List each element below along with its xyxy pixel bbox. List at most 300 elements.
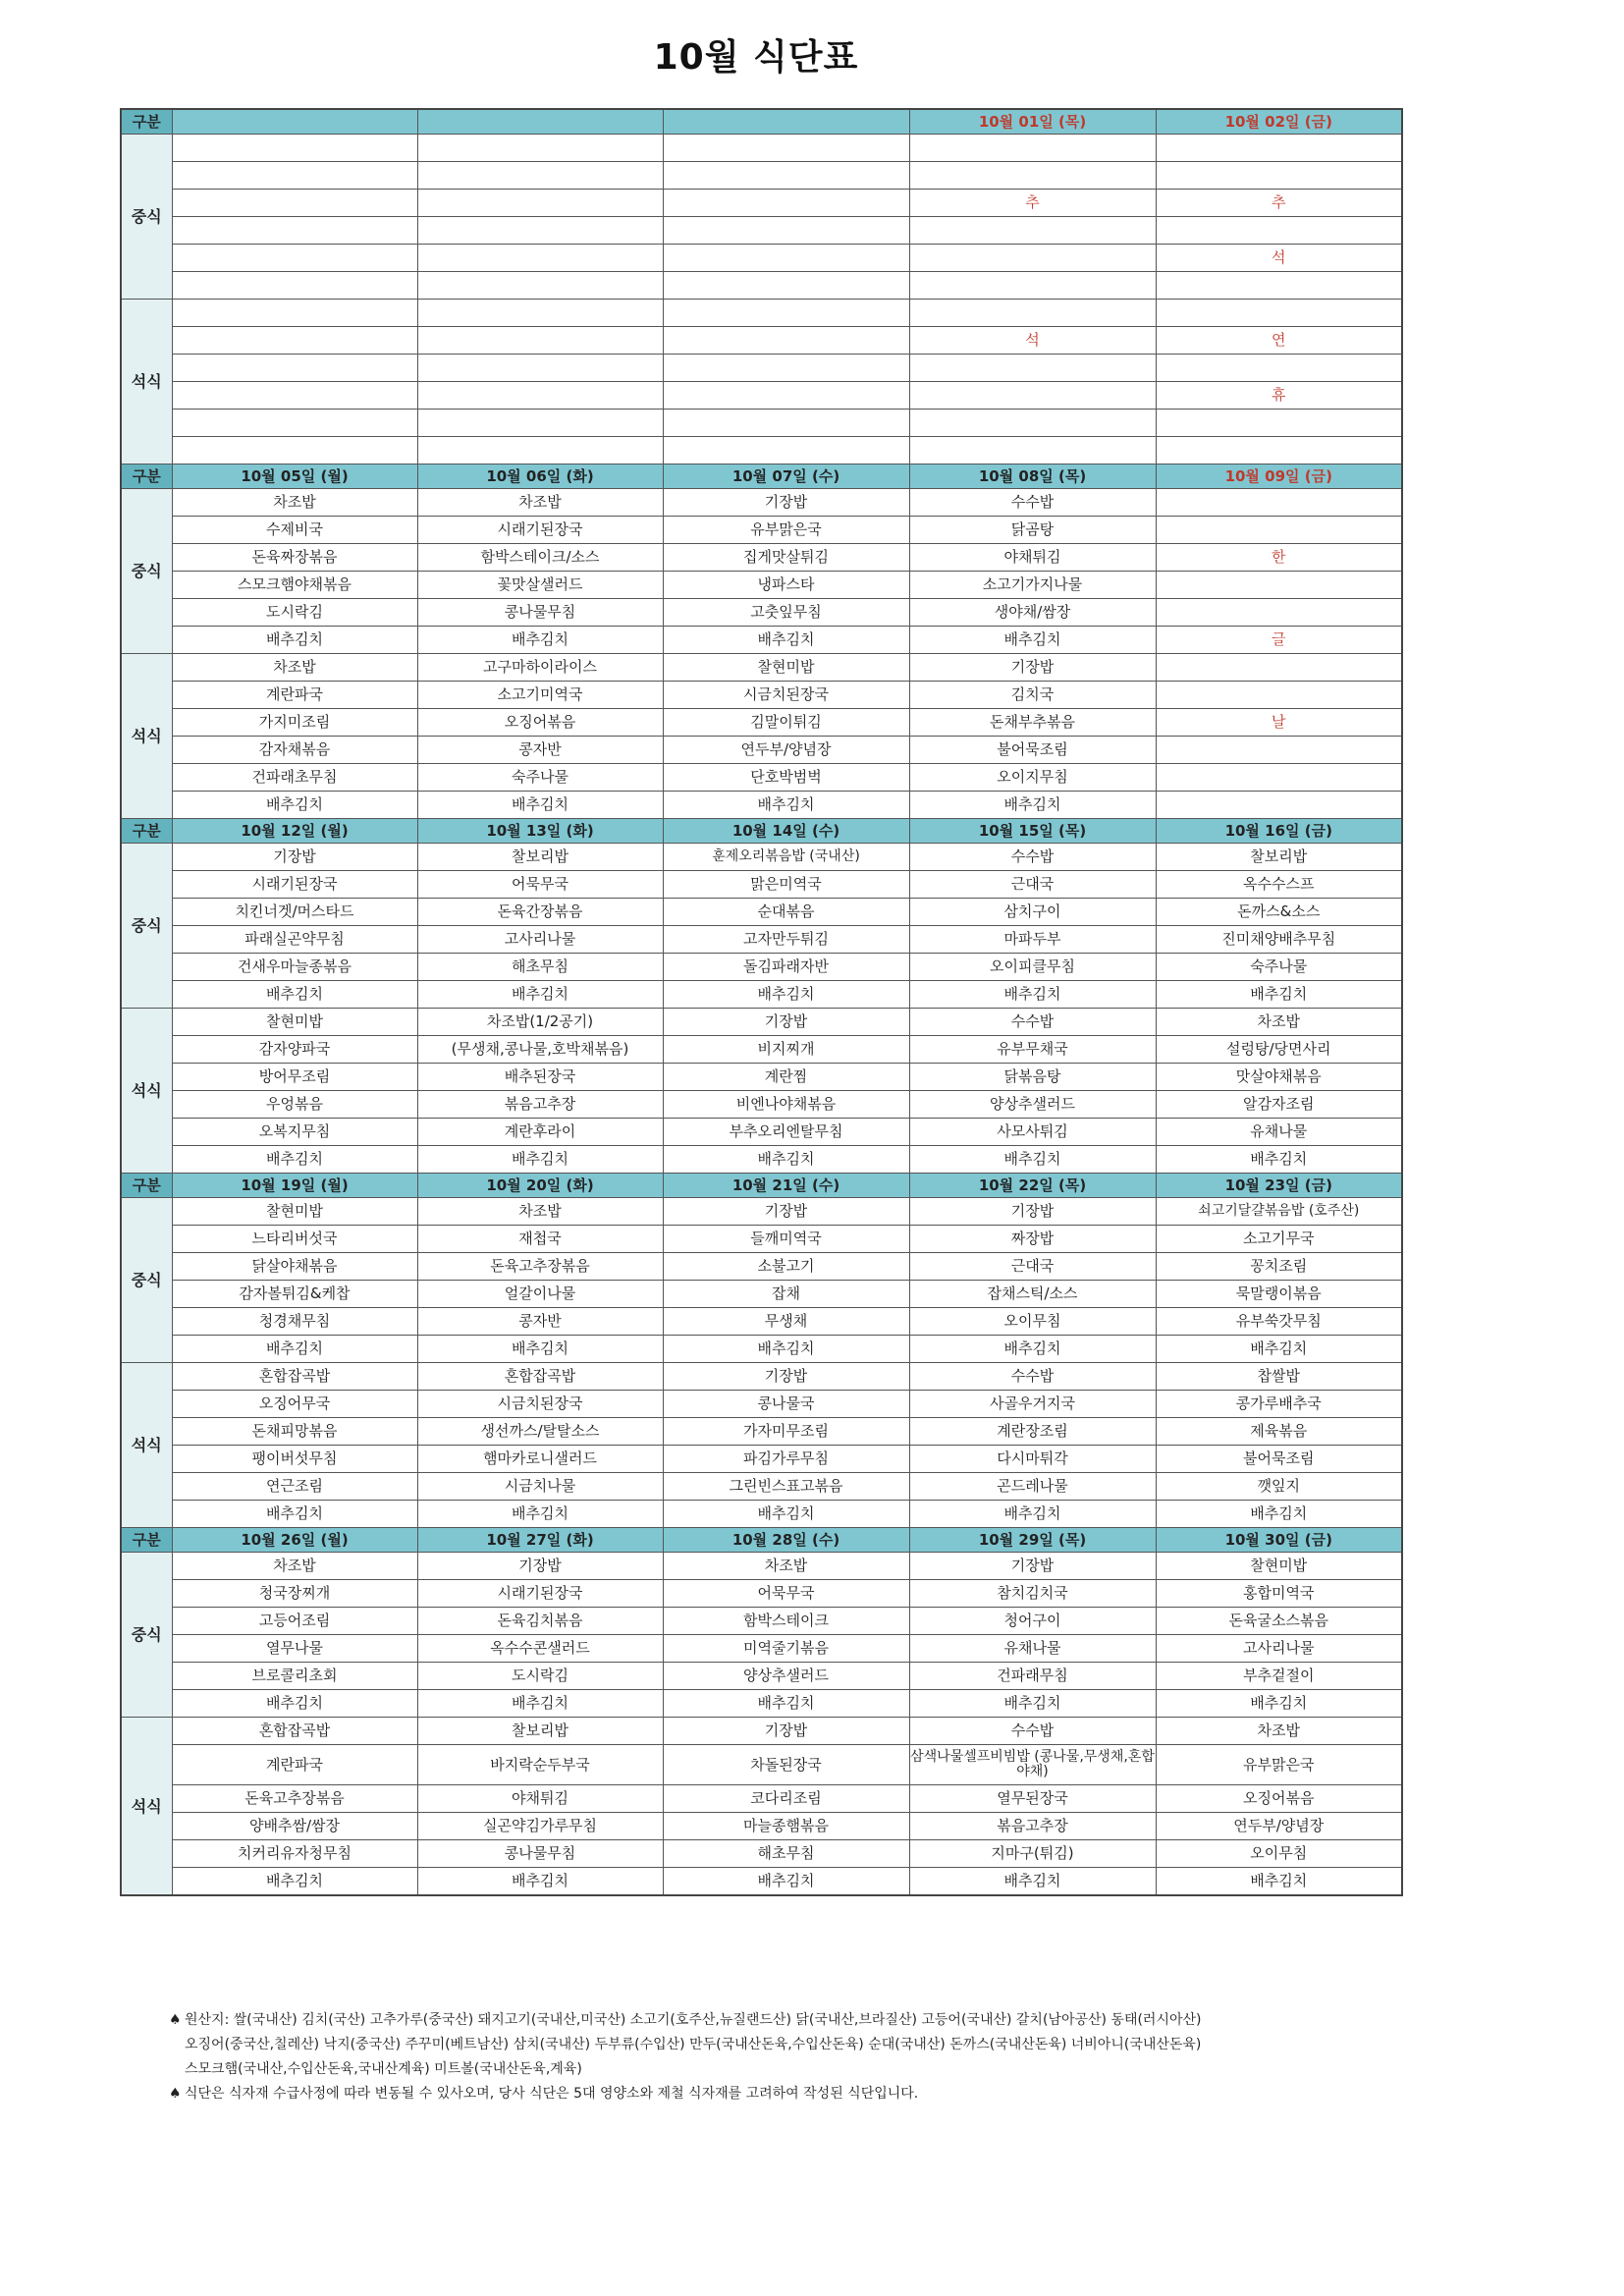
menu-cell: 기장밥 — [417, 1553, 663, 1580]
menu-row — [121, 1146, 1402, 1174]
menu-cell: 건새우마늘종볶음 — [172, 954, 417, 981]
day-header — [172, 109, 417, 135]
menu-cell — [909, 437, 1156, 465]
menu-cell — [1156, 162, 1402, 190]
menu-cell: 찰보리밥 — [417, 844, 663, 871]
menu-cell — [1156, 217, 1402, 245]
menu-cell: 진미채양배추무침 — [1156, 926, 1402, 954]
menu-cell: 옥수수스프 — [1156, 871, 1402, 899]
menu-cell: 배추김치 — [663, 627, 909, 654]
menu-cell: 차조밥 — [172, 654, 417, 682]
menu-cell: 한 — [1156, 544, 1402, 572]
menu-cell: 감자볼튀김&케찹 — [172, 1281, 417, 1308]
day-header: 10월 14일 (수) — [663, 819, 909, 844]
menu-cell: 옥수수콘샐러드 — [417, 1635, 663, 1663]
menu-cell: 시금치나물 — [417, 1473, 663, 1501]
menu-cell — [417, 410, 663, 437]
menu-row — [121, 1281, 1402, 1308]
origin-note-1: ♠ 원산지: 쌀(국내산) 김치(국산) 고추가루(중국산) 돼지고기(국내산,미국산) 소고기(호주산,뉴질랜드산) 닭(국내산,브라질산) 고등어(국내산) 갈치(남아공산) 동태(러시아산) — [169, 2008, 1396, 2033]
day-header: 10월 06일 (화) — [417, 465, 663, 489]
menu-row — [121, 871, 1402, 899]
menu-cell — [417, 437, 663, 465]
menu-cell: 도시락김 — [172, 599, 417, 627]
menu-cell — [172, 245, 417, 272]
menu-cell: 청국장찌개 — [172, 1580, 417, 1608]
week-header-row — [121, 1528, 1402, 1553]
menu-cell: 깻잎지 — [1156, 1473, 1402, 1501]
menu-cell: 곤드레나물 — [909, 1473, 1156, 1501]
menu-cell — [663, 355, 909, 382]
menu-cell: 방어무조림 — [172, 1064, 417, 1091]
menu-cell: 기장밥 — [909, 1553, 1156, 1580]
menu-cell: 시래기된장국 — [417, 1580, 663, 1608]
menu-cell: 불어묵조림 — [909, 737, 1156, 764]
menu-cell: 돈육고추장볶음 — [172, 1785, 417, 1813]
day-header: 10월 26일 (월) — [172, 1528, 417, 1553]
origin-note-2: 오징어(중국산,칠레산) 낙지(중국산) 주꾸미(베트남산) 삼치(국내산) 두부류(수입산) 만두(국내산돈육,수입산돈육) 순대(국내산) 돈까스(국내산돈육) 너비아니(국내산돈육) — [185, 2037, 1202, 2052]
menu-cell: 시금치된장국 — [417, 1391, 663, 1418]
menu-cell: 찰보리밥 — [417, 1718, 663, 1745]
menu-cell: 부추오리엔탈무침 — [663, 1119, 909, 1146]
menu-cell: 배추김치 — [663, 1501, 909, 1528]
menu-row — [121, 1840, 1402, 1868]
menu-cell: 닭볶음탕 — [909, 1064, 1156, 1091]
menu-cell: 배추김치 — [909, 1690, 1156, 1718]
menu-row — [121, 1501, 1402, 1528]
menu-row — [121, 926, 1402, 954]
menu-row — [121, 1608, 1402, 1635]
menu-cell — [663, 162, 909, 190]
menu-cell — [172, 217, 417, 245]
menu-cell: 배추김치 — [909, 1336, 1156, 1363]
menu-cell: 차조밥 — [1156, 1718, 1402, 1745]
menu-cell: 해초무침 — [663, 1840, 909, 1868]
menu-cell: 삼색나물셀프비빔밥 (콩나물,무생채,혼합야채) — [909, 1745, 1156, 1785]
menu-cell — [172, 355, 417, 382]
menu-cell: 수수밥 — [909, 844, 1156, 871]
gubun-label: 구분 — [121, 109, 172, 135]
menu-cell: 햄마카로니샐러드 — [417, 1446, 663, 1473]
menu-cell: 소불고기 — [663, 1253, 909, 1281]
menu-cell — [1156, 737, 1402, 764]
menu-cell: 배추김치 — [417, 1868, 663, 1896]
menu-cell: 무생채 — [663, 1308, 909, 1336]
lunch-label: 중식 — [121, 135, 172, 300]
week-header-row — [121, 819, 1402, 844]
day-header — [663, 109, 909, 135]
menu-cell: 스모크햄야채볶음 — [172, 572, 417, 599]
menu-cell: 오이지무침 — [909, 764, 1156, 792]
menu-cell: 얼갈이나물 — [417, 1281, 663, 1308]
origin-note-3: 스모크햄(국내산,수입산돈육,국내산계육) 미트볼(국내산돈육,계육) — [185, 2061, 582, 2077]
menu-cell: 고사리나물 — [417, 926, 663, 954]
menu-cell: 볶음고추장 — [909, 1813, 1156, 1840]
spade-icon: ♠ — [169, 2012, 182, 2028]
menu-cell: 수제비국 — [172, 517, 417, 544]
week-header-row — [121, 1174, 1402, 1198]
menu-cell: 수수밥 — [909, 489, 1156, 517]
menu-cell: 수수밥 — [909, 1009, 1156, 1036]
menu-cell: 배추김치 — [417, 1146, 663, 1174]
menu-cell: 돈육굴소스볶음 — [1156, 1608, 1402, 1635]
menu-cell: 배추된장국 — [417, 1064, 663, 1091]
menu-cell: 연 — [1156, 327, 1402, 355]
menu-cell: 함박스테이크 — [663, 1608, 909, 1635]
menu-cell: 차조밥 — [417, 489, 663, 517]
menu-cell: 설렁탕/당면사리 — [1156, 1036, 1402, 1064]
menu-cell — [1156, 489, 1402, 517]
day-header: 10월 23일 (금) — [1156, 1174, 1402, 1198]
menu-cell: 배추김치 — [172, 1690, 417, 1718]
menu-cell — [172, 410, 417, 437]
day-header: 10월 15일 (목) — [909, 819, 1156, 844]
day-header: 10월 09일 (금) — [1156, 465, 1402, 489]
menu-cell — [663, 437, 909, 465]
day-header: 10월 08일 (목) — [909, 465, 1156, 489]
menu-cell — [417, 382, 663, 410]
menu-cell: 오징어볶음 — [1156, 1785, 1402, 1813]
menu-cell: 닭살야채볶음 — [172, 1253, 417, 1281]
notes — [169, 2008, 1396, 2106]
menu-row — [121, 1091, 1402, 1119]
menu-row — [121, 355, 1402, 382]
menu-row — [121, 682, 1402, 709]
menu-cell: 시금치된장국 — [663, 682, 909, 709]
menu-cell — [909, 245, 1156, 272]
menu-cell — [909, 382, 1156, 410]
dinner-label: 석식 — [121, 1363, 172, 1528]
menu-cell: 기장밥 — [663, 1198, 909, 1226]
menu-cell: 느타리버섯국 — [172, 1226, 417, 1253]
menu-row — [121, 1308, 1402, 1336]
menu-cell: 가자미무조림 — [663, 1418, 909, 1446]
menu-cell: 계란찜 — [663, 1064, 909, 1091]
menu-cell: 야채튀김 — [417, 1785, 663, 1813]
menu-cell: 찰현미밥 — [663, 654, 909, 682]
menu-cell: 미역줄기볶음 — [663, 1635, 909, 1663]
menu-cell: 배추김치 — [909, 1501, 1156, 1528]
menu-cell — [909, 217, 1156, 245]
menu-cell: 차조밥 — [1156, 1009, 1402, 1036]
menu-cell: 콩자반 — [417, 737, 663, 764]
menu-cell: 연근조림 — [172, 1473, 417, 1501]
day-header: 10월 13일 (화) — [417, 819, 663, 844]
menu-cell: 시래기된장국 — [172, 871, 417, 899]
menu-cell: 추 — [909, 190, 1156, 217]
day-header: 10월 05일 (월) — [172, 465, 417, 489]
menu-cell: 배추김치 — [417, 792, 663, 819]
lunch-label: 중식 — [121, 844, 172, 1009]
menu-cell: 배추김치 — [663, 981, 909, 1009]
menu-row — [121, 844, 1402, 871]
menu-cell — [172, 135, 417, 162]
menu-row — [121, 1690, 1402, 1718]
menu-cell — [172, 437, 417, 465]
menu-cell: 해초무침 — [417, 954, 663, 981]
menu-row — [121, 300, 1402, 327]
menu-cell: 제육볶음 — [1156, 1418, 1402, 1446]
menu-cell: 배추김치 — [417, 1501, 663, 1528]
menu-cell — [1156, 355, 1402, 382]
menu-row — [121, 792, 1402, 819]
menu-cell: 찰현미밥 — [1156, 1553, 1402, 1580]
menu-table — [120, 108, 1403, 1896]
menu-cell: 기장밥 — [909, 1198, 1156, 1226]
menu-cell — [1156, 437, 1402, 465]
menu-row — [121, 272, 1402, 300]
menu-row — [121, 981, 1402, 1009]
menu-cell: 실곤약김가루무침 — [417, 1813, 663, 1840]
menu-cell: 짜장밥 — [909, 1226, 1156, 1253]
menu-cell: 배추김치 — [172, 1146, 417, 1174]
menu-cell: 사모사튀김 — [909, 1119, 1156, 1146]
menu-cell: 돈육짜장볶음 — [172, 544, 417, 572]
menu-cell: 야채튀김 — [909, 544, 1156, 572]
menu-cell: 순대볶음 — [663, 899, 909, 926]
gubun-label: 구분 — [121, 819, 172, 844]
menu-cell — [663, 272, 909, 300]
day-header: 10월 22일 (목) — [909, 1174, 1156, 1198]
menu-cell: 알감자조림 — [1156, 1091, 1402, 1119]
lunch-label: 중식 — [121, 1553, 172, 1718]
menu-row — [121, 1663, 1402, 1690]
menu-row — [121, 654, 1402, 682]
menu-cell: 냉파스타 — [663, 572, 909, 599]
menu-cell: 배추김치 — [663, 1146, 909, 1174]
dinner-label: 석식 — [121, 1718, 172, 1896]
menu-row — [121, 1253, 1402, 1281]
menu-row — [121, 489, 1402, 517]
menu-cell: 잡채스틱/소스 — [909, 1281, 1156, 1308]
menu-row — [121, 599, 1402, 627]
menu-row — [121, 544, 1402, 572]
menu-cell — [909, 410, 1156, 437]
menu-cell: 차조밥 — [172, 1553, 417, 1580]
menu-row — [121, 1553, 1402, 1580]
menu-cell: 청경채무침 — [172, 1308, 417, 1336]
menu-cell: 시래기된장국 — [417, 517, 663, 544]
menu-cell: 배추김치 — [663, 1690, 909, 1718]
dinner-label: 석식 — [121, 1009, 172, 1174]
gubun-label: 구분 — [121, 465, 172, 489]
menu-cell: 묵말랭이볶음 — [1156, 1281, 1402, 1308]
day-header: 10월 21일 (수) — [663, 1174, 909, 1198]
menu-cell: 유채나물 — [909, 1635, 1156, 1663]
menu-cell — [663, 382, 909, 410]
menu-cell — [1156, 300, 1402, 327]
menu-cell: 돌김파래자반 — [663, 954, 909, 981]
menu-row — [121, 709, 1402, 737]
menu-cell: 고사리나물 — [1156, 1635, 1402, 1663]
menu-cell: 콩나물무침 — [417, 599, 663, 627]
day-header: 10월 20일 (화) — [417, 1174, 663, 1198]
menu-cell: 차돌된장국 — [663, 1745, 909, 1785]
menu-row — [121, 245, 1402, 272]
menu-cell: 파래실곤약무침 — [172, 926, 417, 954]
menu-cell: 배추김치 — [417, 627, 663, 654]
menu-row — [121, 1226, 1402, 1253]
week-header-row — [121, 109, 1402, 135]
menu-cell — [1156, 272, 1402, 300]
menu-cell: 기장밥 — [663, 1718, 909, 1745]
menu-cell: 날 — [1156, 709, 1402, 737]
day-header: 10월 07일 (수) — [663, 465, 909, 489]
menu-row — [121, 1336, 1402, 1363]
menu-cell: 맛살야채볶음 — [1156, 1064, 1402, 1091]
menu-cell: 차조밥 — [663, 1553, 909, 1580]
menu-row — [121, 1391, 1402, 1418]
menu-cell: 생선까스/탈탈소스 — [417, 1418, 663, 1446]
page-title: 10월 식단표 — [653, 37, 859, 78]
menu-cell: 석 — [1156, 245, 1402, 272]
dinner-label: 석식 — [121, 300, 172, 465]
menu-cell: 오이피클무침 — [909, 954, 1156, 981]
menu-cell: 홍합미역국 — [1156, 1580, 1402, 1608]
menu-cell — [663, 135, 909, 162]
menu-row — [121, 1785, 1402, 1813]
menu-row — [121, 162, 1402, 190]
menu-row — [121, 572, 1402, 599]
menu-cell: 배추김치 — [417, 1690, 663, 1718]
menu-cell: 치커리유자청무침 — [172, 1840, 417, 1868]
menu-cell — [663, 327, 909, 355]
menu-notice: ♠ 식단은 식자재 수급사정에 따라 변동될 수 있사오며, 당사 식단은 5대 영양소와 제철 식자재를 고려하여 작성된 식단입니다. — [169, 2082, 1396, 2106]
menu-cell: 집게맛살튀김 — [663, 544, 909, 572]
menu-cell: 배추김치 — [172, 1336, 417, 1363]
menu-cell — [417, 245, 663, 272]
menu-cell — [1156, 764, 1402, 792]
menu-cell: 글 — [1156, 627, 1402, 654]
menu-cell: 돈육김치볶음 — [417, 1608, 663, 1635]
menu-cell: 배추김치 — [1156, 1501, 1402, 1528]
menu-cell: 돈육간장볶음 — [417, 899, 663, 926]
menu-cell: 콩가루배추국 — [1156, 1391, 1402, 1418]
menu-cell: 기장밥 — [663, 1363, 909, 1391]
menu-cell — [417, 135, 663, 162]
menu-cell: 삼치구이 — [909, 899, 1156, 926]
menu-cell: 훈제오리볶음밥 (국내산) — [663, 844, 909, 871]
menu-row — [121, 1580, 1402, 1608]
menu-cell — [417, 217, 663, 245]
menu-cell — [1156, 135, 1402, 162]
menu-cell: 배추김치 — [417, 1336, 663, 1363]
menu-cell: 배추김치 — [909, 627, 1156, 654]
menu-cell: 함박스테이크/소스 — [417, 544, 663, 572]
menu-cell: 지마구(튀김) — [909, 1840, 1156, 1868]
menu-cell: 재첩국 — [417, 1226, 663, 1253]
menu-row — [121, 1718, 1402, 1745]
menu-cell: 열무나물 — [172, 1635, 417, 1663]
menu-cell: 배추김치 — [172, 627, 417, 654]
menu-cell: 혼합잡곡밥 — [172, 1718, 417, 1745]
menu-cell: 배추김치 — [663, 1336, 909, 1363]
menu-row — [121, 327, 1402, 355]
menu-cell: 오복지무침 — [172, 1119, 417, 1146]
menu-cell — [417, 162, 663, 190]
menu-cell: 마늘종햄볶음 — [663, 1813, 909, 1840]
menu-row — [121, 1009, 1402, 1036]
day-header: 10월 27일 (화) — [417, 1528, 663, 1553]
menu-cell — [172, 300, 417, 327]
menu-cell: 소고기무국 — [1156, 1226, 1402, 1253]
menu-cell: 꽁치조림 — [1156, 1253, 1402, 1281]
menu-cell: 콩나물국 — [663, 1391, 909, 1418]
menu-cell — [417, 327, 663, 355]
menu-cell: 숙주나물 — [417, 764, 663, 792]
menu-cell: 배추김치 — [172, 1868, 417, 1896]
menu-cell: 찰현미밥 — [172, 1198, 417, 1226]
menu-cell: 비지찌개 — [663, 1036, 909, 1064]
menu-cell: 돈까스&소스 — [1156, 899, 1402, 926]
menu-row — [121, 437, 1402, 465]
menu-cell: 차조밥 — [417, 1198, 663, 1226]
menu-cell: 연두부/양념장 — [1156, 1813, 1402, 1840]
menu-row — [121, 737, 1402, 764]
menu-cell: 차조밥(1/2공기) — [417, 1009, 663, 1036]
day-header — [417, 109, 663, 135]
lunch-label: 중식 — [121, 1198, 172, 1363]
menu-cell: 유부쑥갓무침 — [1156, 1308, 1402, 1336]
menu-cell: 배추김치 — [1156, 981, 1402, 1009]
menu-cell — [909, 300, 1156, 327]
menu-cell: 오징어볶음 — [417, 709, 663, 737]
menu-cell: 어묵무국 — [417, 871, 663, 899]
menu-cell: 휴 — [1156, 382, 1402, 410]
menu-cell: 사골우거지국 — [909, 1391, 1156, 1418]
menu-cell: 꽃맛살샐러드 — [417, 572, 663, 599]
menu-cell: 그린빈스표고볶음 — [663, 1473, 909, 1501]
menu-cell: 다시마튀각 — [909, 1446, 1156, 1473]
menu-cell — [172, 162, 417, 190]
menu-cell — [172, 327, 417, 355]
menu-cell: 배추김치 — [1156, 1336, 1402, 1363]
menu-cell: 열무된장국 — [909, 1785, 1156, 1813]
lunch-label: 중식 — [121, 489, 172, 654]
menu-cell — [663, 190, 909, 217]
menu-cell: 우엉볶음 — [172, 1091, 417, 1119]
menu-row — [121, 1036, 1402, 1064]
menu-row — [121, 410, 1402, 437]
menu-cell: 쇠고기달걀볶음밥 (호주산) — [1156, 1198, 1402, 1226]
day-header: 10월 30일 (금) — [1156, 1528, 1402, 1553]
menu-cell: 팽이버섯무침 — [172, 1446, 417, 1473]
menu-cell: (무생채,콩나물,호박채볶음) — [417, 1036, 663, 1064]
menu-cell: 배추김치 — [417, 981, 663, 1009]
menu-cell — [172, 272, 417, 300]
menu-row — [121, 135, 1402, 162]
menu-row — [121, 627, 1402, 654]
menu-cell: 콩나물무침 — [417, 1840, 663, 1868]
menu-cell: 브로콜리초회 — [172, 1663, 417, 1690]
menu-cell: 돈채부추볶음 — [909, 709, 1156, 737]
menu-cell: 오이무침 — [1156, 1840, 1402, 1868]
menu-cell: 숙주나물 — [1156, 954, 1402, 981]
menu-cell: 계란파국 — [172, 682, 417, 709]
menu-cell — [909, 162, 1156, 190]
menu-cell: 잡채 — [663, 1281, 909, 1308]
menu-cell — [909, 355, 1156, 382]
menu-cell: 배추김치 — [172, 792, 417, 819]
menu-cell — [417, 355, 663, 382]
menu-cell: 기장밥 — [663, 1009, 909, 1036]
day-header: 10월 16일 (금) — [1156, 819, 1402, 844]
menu-row — [121, 1363, 1402, 1391]
menu-cell: 참치김치국 — [909, 1580, 1156, 1608]
menu-cell: 기장밥 — [663, 489, 909, 517]
menu-cell: 김말이튀김 — [663, 709, 909, 737]
menu-cell — [1156, 572, 1402, 599]
menu-row — [121, 954, 1402, 981]
